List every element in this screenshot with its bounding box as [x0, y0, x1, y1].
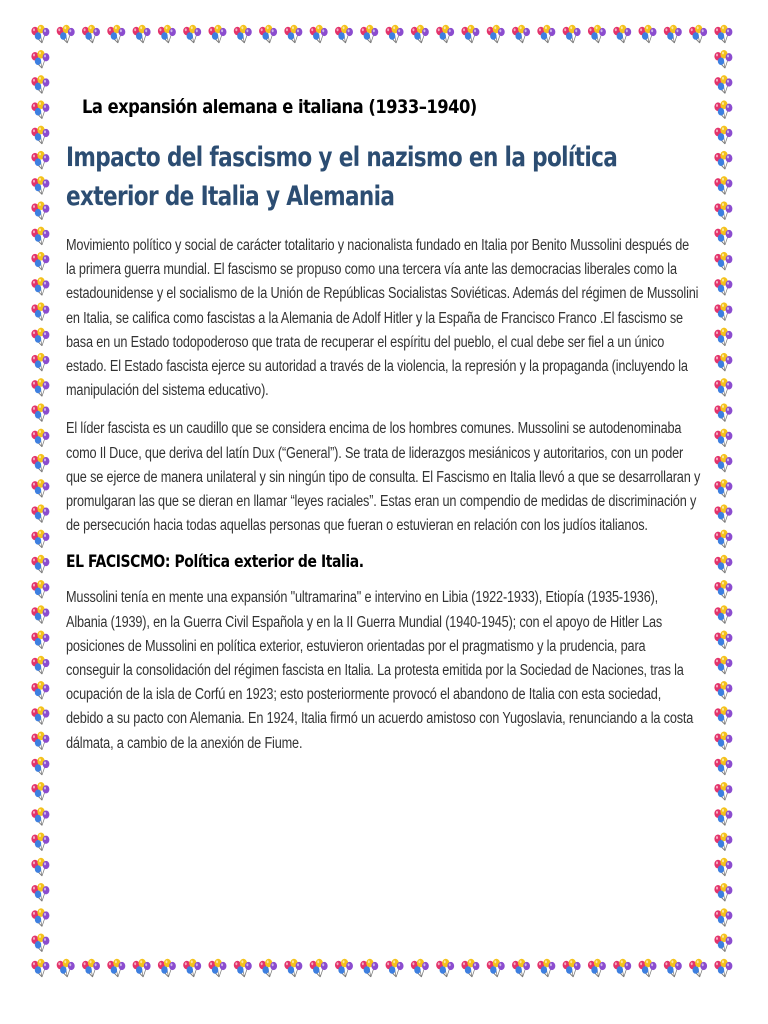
balloon-icon — [133, 959, 151, 977]
balloon-icon — [714, 807, 732, 825]
paragraph-2: El líder fascista es un caudillo que se considera encima de los hombres comunes. Mussolini se autodenominaba como Il Duce, que deriva del latín Dux (“General”). Se trata de liderazgos mesiánicos y autoritarios, con un poder que se ejerce de manera unilateral y sin ningún tipo de consulta. El Fascismo en Italia llevó a que se desarrollaran y promulgaran las que se dieran en llamar “leyes raciales”. Estas eran un compendio de medidas de discriminación y de persecución hacia todas aquellas personas que fueran o estuvieran en relación con los judíos italianos. — [66, 420, 701, 535]
balloon-icon — [31, 807, 49, 825]
balloon-icon — [714, 555, 732, 573]
balloon-icon — [714, 403, 732, 421]
balloon-icon — [310, 959, 328, 977]
balloon-icon — [31, 454, 49, 472]
balloon-icon — [563, 959, 581, 977]
balloon-icon — [158, 25, 176, 43]
balloon-icon — [107, 25, 125, 43]
balloon-icon — [234, 959, 252, 977]
balloon-icon — [714, 227, 732, 245]
balloon-icon — [183, 959, 201, 977]
balloon-icon — [461, 25, 479, 43]
balloon-icon — [411, 959, 429, 977]
balloon-icon — [714, 858, 732, 876]
balloon-icon — [714, 933, 732, 951]
balloon-icon — [31, 277, 49, 295]
balloon-icon — [31, 681, 49, 699]
balloon-icon — [664, 25, 682, 43]
balloon-icon — [512, 959, 530, 977]
balloon-icon — [31, 631, 49, 649]
balloon-icon — [31, 201, 49, 219]
balloon-icon — [714, 479, 732, 497]
balloon-icon — [31, 530, 49, 548]
balloon-icon — [714, 530, 732, 548]
balloon-icon — [82, 25, 100, 43]
balloon-icon — [31, 75, 49, 93]
balloon-icon — [714, 908, 732, 926]
balloon-icon — [664, 959, 682, 977]
paragraph-3: Mussolini tenía en mente una expansión "ultramarina" e intervino en Libia (1922-1933), Etiopía (1935-1936), Albania (1939), en la Guerra Civil Española y en la II Guerra Mundial (1940-1945); con el apoyo de Hitler Las posiciones de Mussolini en política exterior, estuvieron orientadas por el pragmatismo y la prudencia, para conseguir la consolidación del régimen fascista en Italia. La protesta emitida por la Sociedad de Naciones, tras la ocupación de la isla de Corfú en 1923; esto posteriormente provocó el abandono de Italia con esta sociedad, debido a su pacto con Alemania. En 1924, Italia firmó un acuerdo amistoso con Yugoslavia, renunciando a la costa dálmata, a cambio de la anexión de Fiume. — [66, 589, 694, 752]
balloon-icon — [714, 328, 732, 346]
balloon-icon — [31, 555, 49, 573]
balloon-icon — [714, 100, 732, 118]
balloon-icon — [487, 25, 505, 43]
balloon-icon — [714, 504, 732, 522]
balloon-icon — [613, 25, 631, 43]
balloon-icon — [31, 757, 49, 775]
balloon-icon — [714, 176, 732, 194]
balloon-icon — [714, 75, 732, 93]
balloon-icon — [714, 681, 732, 699]
balloon-icon — [31, 126, 49, 144]
balloon-icon — [31, 100, 49, 118]
balloon-icon — [360, 959, 378, 977]
balloon-icon — [714, 883, 732, 901]
balloon-icon — [31, 25, 49, 43]
balloon-icon — [537, 25, 555, 43]
balloon-icon — [714, 605, 732, 623]
balloon-icon — [133, 25, 151, 43]
section-subheading: EL FACISCMO: Política exterior de Italia. — [66, 552, 364, 573]
balloon-icon — [284, 25, 302, 43]
balloon-icon — [31, 302, 49, 320]
balloon-icon — [436, 959, 454, 977]
balloon-icon — [284, 959, 302, 977]
balloon-icon — [714, 757, 732, 775]
balloon-icon — [57, 25, 75, 43]
balloon-icon — [714, 126, 732, 144]
balloon-icon — [714, 25, 732, 43]
balloon-icon — [31, 252, 49, 270]
balloon-icon — [335, 25, 353, 43]
balloon-icon — [714, 302, 732, 320]
balloon-icon — [31, 504, 49, 522]
balloon-icon — [639, 25, 657, 43]
balloon-icon — [714, 378, 732, 396]
balloon-icon — [31, 378, 49, 396]
balloon-icon — [588, 25, 606, 43]
balloon-icon — [31, 883, 49, 901]
balloon-icon — [31, 832, 49, 850]
balloon-icon — [689, 25, 707, 43]
balloon-icon — [234, 25, 252, 43]
document-body — [66, 96, 701, 770]
balloon-icon — [31, 353, 49, 371]
balloon-icon — [208, 25, 226, 43]
balloon-icon — [537, 959, 555, 977]
balloon-icon — [714, 454, 732, 472]
balloon-icon — [386, 25, 404, 43]
balloon-icon — [31, 706, 49, 724]
balloon-icon — [310, 25, 328, 43]
balloon-icon — [31, 328, 49, 346]
balloon-icon — [386, 959, 404, 977]
balloon-icon — [714, 429, 732, 447]
balloon-icon — [31, 50, 49, 68]
balloon-icon — [714, 151, 732, 169]
balloon-icon — [714, 201, 732, 219]
balloon-icon — [588, 959, 606, 977]
balloon-icon — [512, 25, 530, 43]
balloon-icon — [31, 176, 49, 194]
balloon-icon — [183, 25, 201, 43]
balloon-icon — [31, 908, 49, 926]
balloon-icon — [259, 25, 277, 43]
balloon-icon — [31, 933, 49, 951]
balloon-icon — [335, 959, 353, 977]
balloon-icon — [31, 959, 49, 977]
balloon-icon — [714, 732, 732, 750]
balloon-icon — [461, 959, 479, 977]
balloon-icon — [31, 656, 49, 674]
balloon-icon — [259, 959, 277, 977]
balloon-icon — [208, 959, 226, 977]
balloon-icon — [411, 25, 429, 43]
document-title: Impacto del fascismo y el nazismo en la política exterior de Italia y Alemania — [66, 142, 618, 212]
balloon-icon — [158, 959, 176, 977]
balloon-icon — [31, 227, 49, 245]
balloon-icon — [714, 353, 732, 371]
balloon-icon — [31, 429, 49, 447]
balloon-icon — [689, 959, 707, 977]
balloon-icon — [563, 25, 581, 43]
balloon-icon — [714, 580, 732, 598]
balloon-icon — [82, 959, 100, 977]
balloon-icon — [714, 706, 732, 724]
balloon-icon — [639, 959, 657, 977]
balloon-icon — [613, 959, 631, 977]
balloon-icon — [31, 732, 49, 750]
balloon-icon — [436, 25, 454, 43]
balloon-icon — [31, 403, 49, 421]
balloon-icon — [31, 605, 49, 623]
balloon-icon — [31, 858, 49, 876]
balloon-icon — [31, 479, 49, 497]
balloon-icon — [360, 25, 378, 43]
balloon-icon — [31, 151, 49, 169]
balloon-icon — [714, 277, 732, 295]
balloon-icon — [714, 782, 732, 800]
balloon-icon — [714, 656, 732, 674]
balloon-icon — [714, 50, 732, 68]
balloon-icon — [31, 782, 49, 800]
balloon-icon — [714, 631, 732, 649]
balloon-icon — [107, 959, 125, 977]
balloon-icon — [57, 959, 75, 977]
paragraph-1: Movimiento político y social de carácter totalitario y nacionalista fundado en Italia por Benito Mussolini después de la primera guerra mundial. El fascismo se propuso como una tercera vía ante las democracias liberales como la estadounidense y el socialismo de la Unión de Repúblicas Socialistas Soviéticas. Además del régimen de Mussolini en Italia, se califica como fascistas a la Alemania de Adolf Hitler y la España de Francisco Franco .El fascismo se basa en un Estado todopoderoso que trata de recuperar el espíritu del pueblo, el cual debe ser fiel a un único estado. El Estado fascista ejerce su autoridad a través de la violencia, la represión y la propaganda (incluyendo la manipulación del sistema educativo). — [66, 237, 699, 400]
balloon-icon — [714, 959, 732, 977]
balloon-icon — [487, 959, 505, 977]
balloon-icon — [714, 832, 732, 850]
balloon-icon — [714, 252, 732, 270]
balloon-icon — [31, 580, 49, 598]
section-label: La expansión alemana e italiana (1933–1940) — [82, 96, 477, 118]
